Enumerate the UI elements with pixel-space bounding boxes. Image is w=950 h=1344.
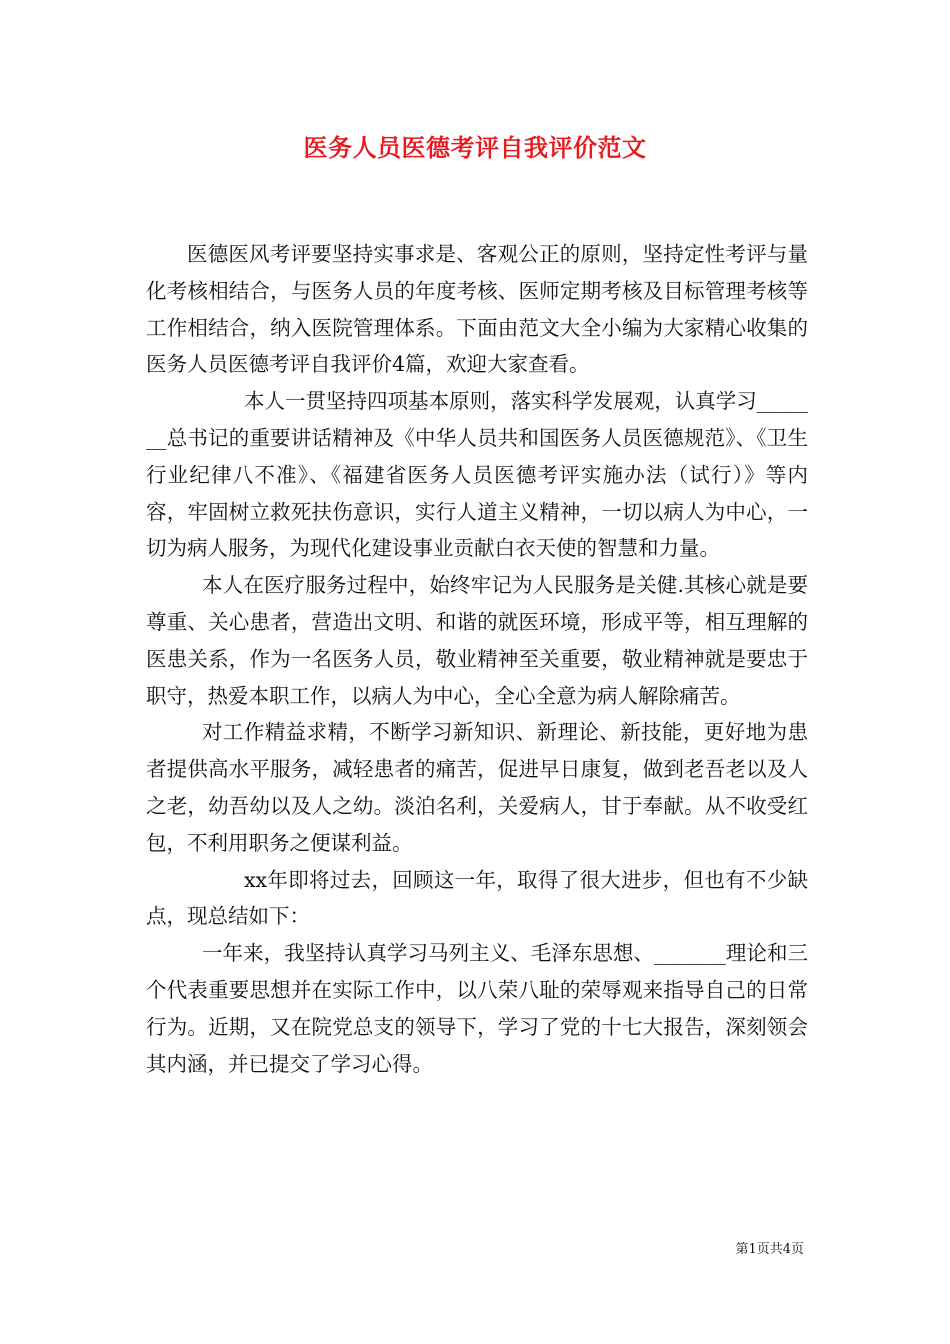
paragraph-principles: 本人一贯坚持四项基本原则，落实科学发展观，认真学习_______总书记的重要讲话精神及《中华人员共和国医务人员医德规范》、《卫生行业纪律八不准》、《福建省医务人员医德考评实施办法（试行）》等内容，牢固树立救死扶伤意识，实行人道主义精神，一切以病人为中心，一切为病人服务，为现代化建设事业贡献白衣天使的智慧和力量。 — [146, 389, 808, 561]
paragraph-work: 对工作精益求精，不断学习新知识、新理论、新技能，更好地为患者提供高水平服务，减轻患者的痛苦，促进早日康复，做到老吾老以及人之老，幼吾幼以及人之幼。淡泊名利，关爱病人，甘于奉献。从不收受红包，不利用职务之便谋利益。 — [146, 720, 808, 855]
document-body — [146, 236, 808, 1082]
paragraph-year-review: xx年即将过去，回顾这一年，取得了很大进步，但也有不少缺点，现总结如下： — [146, 867, 808, 929]
document-title: 医务人员医德考评自我评价范文 — [303, 133, 647, 162]
paragraph-service: 本人在医疗服务过程中，始终牢记为人民服务是关健.其核心就是要尊重、关心患者，营造出文明、和谐的就医环境，形成平等，相互理解的医患关系，作为一名医务人员，敬业精神至关重要，敬业精神就是要忠于职守，热爱本职工作，以病人为中心，全心全意为病人解除痛苦。 — [146, 573, 808, 708]
page-number: 第1页共4页 — [735, 1242, 804, 1257]
paragraph-intro: 医德医风考评要坚持实事求是、客观公正的原则，坚持定性考评与量化考核相结合，与医务人员的年度考核、医师定期考核及目标管理考核等工作相结合，纳入医院管理体系。下面由范文大全小编为大家精心收集的医务人员医德考评自我评价4篇，欢迎大家查看。 — [146, 242, 808, 377]
paragraph-study: 一年来，我坚持认真学习马列主义、毛泽东思想、_______理论和三个代表重要思想并在实际工作中，以八荣八耻的荣辱观来指导自己的日常行为。近期，又在院党总支的领导下，学习了党的十七大报告，深刻领会其内涵，并已提交了学习心得。 — [146, 941, 808, 1076]
